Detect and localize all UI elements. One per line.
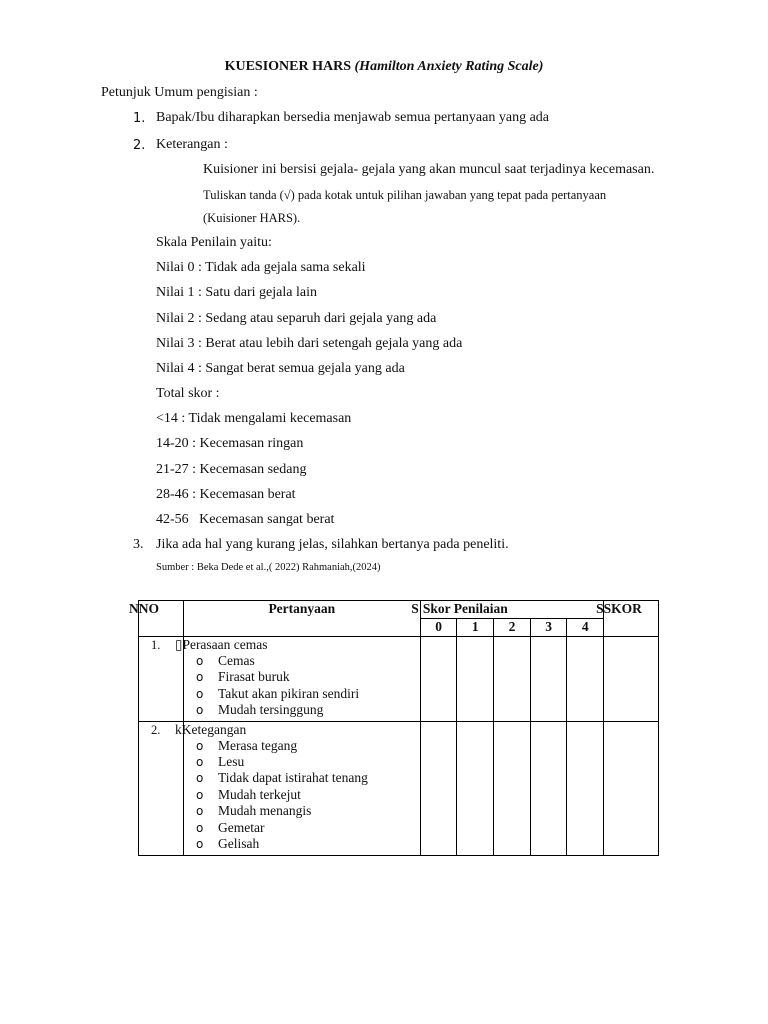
page-title [0,59,768,75]
keterangan-line-3: (Kuisioner HARS). [203,211,301,225]
question-title: Perasaan cemas [182,637,268,652]
question-number: 2. [151,722,161,737]
scale-line: Nilai 4 : Sangat berat semua gejala yang ada [156,361,405,376]
keterangan-line-1: Kuisioner ini bersisi gejala- gejala yang akan muncul saat terjadinya kecemasan. [203,162,655,177]
score-col-0: 0 [420,619,457,637]
scale-line: Total skor : [156,386,220,401]
score-cell-1[interactable] [457,637,494,722]
score-cell-4[interactable] [567,637,604,722]
hars-table [129,600,659,856]
bullet-icon: o [196,771,204,786]
item-number-1: 1. [133,111,146,126]
option-list [139,653,420,719]
list-item: o Mudah menangis [196,803,312,819]
header-question [183,601,420,637]
scale-line: Nilai 2 : Sedang atau separuh dari gejala yang ada [156,311,437,326]
header-skor: SSKOR [604,601,659,637]
item-number-3: 3. [133,537,144,552]
item-text-1: Bapak/Ibu diharapkan bersedia menjawab semua pertanyaan yang ada [156,110,549,125]
score-cell-3[interactable] [530,637,567,722]
list-item: o Gemetar [196,819,265,835]
score-cell-2[interactable] [494,637,531,722]
bullet-icon: o [196,787,204,802]
item-number-2: 2. [133,138,146,153]
scale-line: <14 : Tidak mengalami kecemasan [156,411,352,426]
list-item: o Cemas [196,653,255,668]
list-item: o Mudah tersinggung [196,702,324,718]
score-cell-4[interactable] [567,721,604,856]
score-col-4: 4 [567,619,604,637]
column-divider [183,722,184,856]
list-item: o Merasa tegang [196,737,298,753]
title-sub: (Hamilton Anxiety Rating Scale) [354,59,544,74]
header-score-group: Skor Penilaian [420,601,603,619]
list-item: o Mudah terkejut [196,786,301,802]
scale-line: 28-46 : Kecemasan berat [156,487,296,502]
score-cell-0[interactable] [420,721,457,856]
scale-line: 42-56 Kecemasan sangat berat [156,512,335,527]
header-question-label: Pertanyaan [268,601,336,616]
scale-line: Nilai 3 : Berat atau lebih dari setengah gejala yang ada [156,336,463,351]
question-cell [139,721,421,856]
bullet-icon: o [196,755,204,770]
bullet-icon: o [196,820,204,835]
bullet-icon: o [196,686,204,701]
option-list [139,738,420,853]
keterangan-line-2: Tuliskan tanda (√) pada kotak untuk pilihan jawaban yang tepat pada pertanyaan [203,188,607,202]
item-text-2: Keterangan : [156,137,228,152]
title-main: KUESIONER HARS [224,59,352,74]
list-item: o Gelisah [196,836,260,852]
score-col-3: 3 [530,619,567,637]
table-row [139,637,659,722]
header-s-mark: S [411,601,419,616]
score-cell-3[interactable] [530,721,567,856]
question-prefix: ▯ [175,637,183,652]
bullet-icon: o [196,804,204,819]
skor-cell[interactable] [604,721,659,856]
score-cell-2[interactable] [494,721,531,856]
question-cell [139,637,421,722]
list-item: o Tidak dapat istirahat tenang [196,770,368,786]
scale-line: Skala Penilain yaitu: [156,235,272,250]
list-item: o Takut akan pikiran sendiri [196,685,360,701]
column-divider [183,637,184,721]
bullet-icon: o [196,703,204,718]
item-text-3: Jika ada hal yang kurang jelas, silahkan bertanya pada peneliti. [156,537,509,552]
bullet-icon: o [196,837,204,852]
score-col-2: 2 [494,619,531,637]
score-cell-1[interactable] [457,721,494,856]
bullet-icon: o [196,738,204,753]
scale-line: Nilai 0 : Tidak ada gejala sama sekali [156,260,366,275]
instructions-heading: Petunjuk Umum pengisian : [101,85,258,100]
scale-line: 14-20 : Kecemasan ringan [156,436,304,451]
list-item: o Lesu [196,754,245,770]
scale-line: 21-27 : Kecemasan sedang [156,462,307,477]
table-row [139,721,659,856]
list-item: o Firasat buruk [196,669,290,685]
scale-line: Nilai 1 : Satu dari gejala lain [156,285,317,300]
bullet-icon: o [196,654,204,668]
skor-cell[interactable] [604,637,659,722]
bullet-icon: o [196,670,204,685]
header-no: NNO [139,601,184,637]
score-col-1: 1 [457,619,494,637]
question-number: 1. [151,638,161,652]
question-title: Ketegangan [181,721,247,737]
score-cell-0[interactable] [420,637,457,722]
table-header-row [139,601,659,619]
source-citation: Sumber : Beka Dede et al.,( 2022) Rahmaniah,(2024) [156,562,381,573]
question-prefix: k [175,721,182,737]
